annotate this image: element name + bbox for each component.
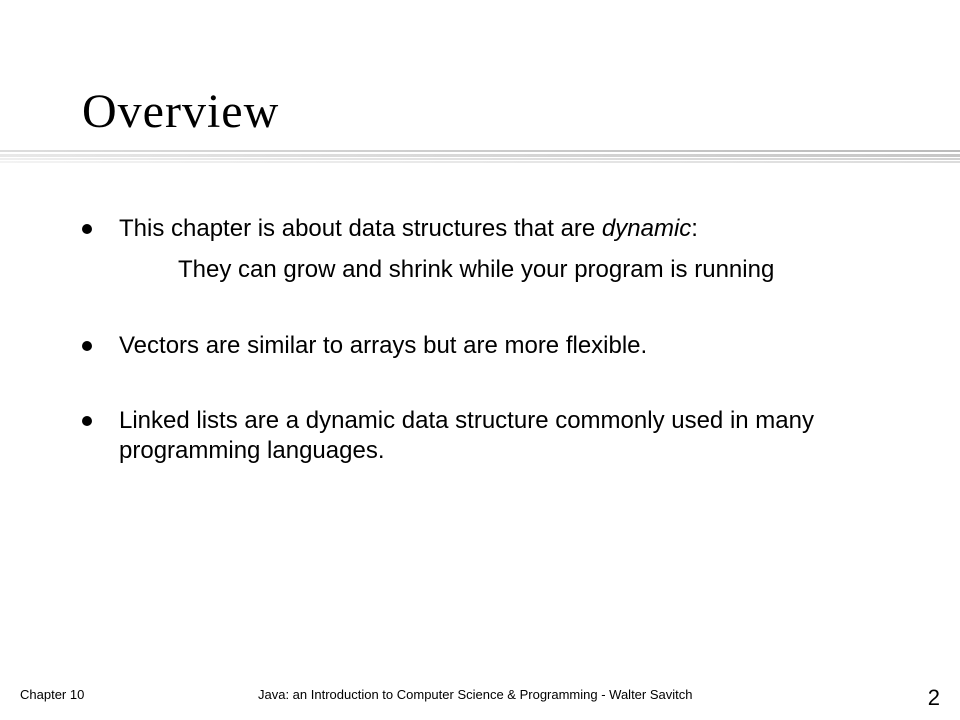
title-divider bbox=[0, 148, 960, 168]
bullet-dot-icon bbox=[82, 341, 92, 351]
slide-title: Overview bbox=[82, 85, 280, 138]
footer-chapter: Chapter 10 bbox=[20, 687, 85, 702]
bullet-dot-icon bbox=[82, 224, 92, 234]
bullet-text: This chapter is about data structures that are dynamic: bbox=[119, 215, 698, 242]
bullet-text: Linked lists are a dynamic data structure commonly used in many programming languages. bbox=[119, 407, 814, 464]
footer-credit: Java: an Introduction to Computer Science & Programming - Walter Savitch bbox=[258, 687, 693, 702]
page-number: 2 bbox=[927, 685, 940, 710]
bullet-text: Vectors are similar to arrays but are more flexible. bbox=[119, 332, 648, 359]
bullet-dot-icon bbox=[82, 416, 92, 426]
emphasis-text: dynamic bbox=[601, 215, 692, 242]
bullet-subtext: They can grow and shrink while your program is running bbox=[178, 256, 775, 283]
